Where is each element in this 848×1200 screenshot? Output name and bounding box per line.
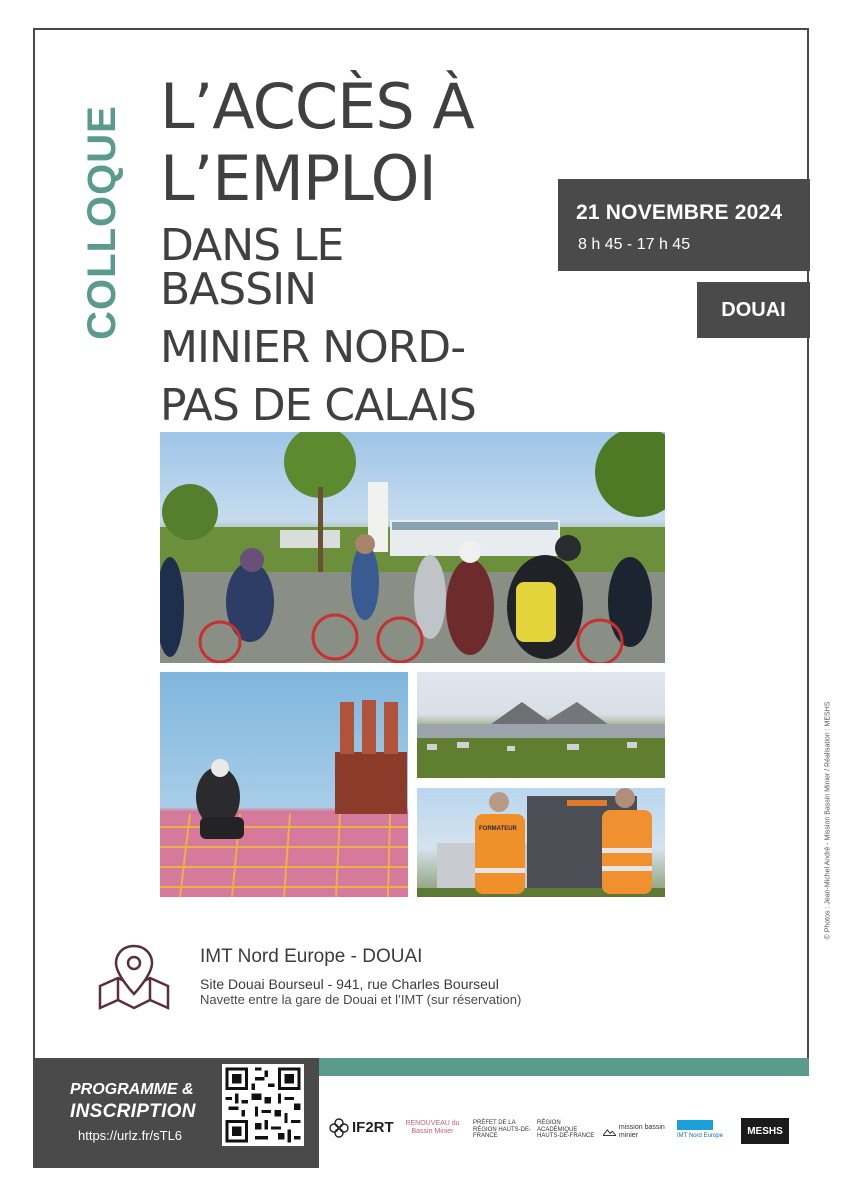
imt-mark-icon <box>677 1120 713 1130</box>
logo-region-academique: RÉGION ACADÉMIQUE HAUTS-DE-FRANCE <box>537 1120 595 1140</box>
city-box <box>697 282 810 338</box>
colloque-label <box>80 100 124 345</box>
logo-imt: IMT Nord Europe <box>677 1120 733 1139</box>
title-line-3: DANS LE BASSIN <box>160 220 344 315</box>
title-line-4: MINIER NORD- <box>160 322 466 373</box>
logo-if2rt: IF2RT <box>329 1118 394 1138</box>
cyclists-in-park-photo <box>160 432 665 663</box>
if2rt-flower-icon <box>329 1118 349 1138</box>
logo-meshs: MESHS <box>741 1118 789 1144</box>
qr-code-icon[interactable] <box>222 1064 304 1146</box>
logo-renouveau: RENOUVEAU du Bassin Minier <box>405 1120 460 1135</box>
location-map-icon <box>96 942 172 1010</box>
photo-credit: © Photos : Jean-Michel André - Mission Bassin Minier / Réalisation : MESHS <box>824 701 832 939</box>
logo-mission-bassin-minier: mission bassin minier <box>603 1124 667 1139</box>
logo-prefet: PRÉFET DE LA RÉGION HAUTS-DE-FRANCE <box>473 1120 532 1140</box>
title-line-1: L’ACCÈS À <box>160 70 474 143</box>
date-box <box>558 179 810 271</box>
venue-shuttle: Navette entre la gare de Douai et l’IMT (sur réservation) <box>200 992 522 1007</box>
mountains-icon <box>603 1127 616 1137</box>
title-line-2: L’EMPLOI <box>160 142 436 215</box>
programme-label: PROGRAMME & <box>70 1081 194 1098</box>
slag-heaps-landscape-photo <box>417 672 665 778</box>
footer-teal-bar <box>319 1058 809 1076</box>
event-date: 21 NOVEMBRE 2024 <box>576 201 783 224</box>
formateur-vest-label: FORMATEUR <box>479 826 517 832</box>
venue-name: IMT Nord Europe - DOUAI <box>200 946 423 967</box>
colloque-text: COLLOQUE <box>79 105 124 340</box>
registration-url[interactable]: https://urlz.fr/sTL6 <box>78 1128 183 1143</box>
partner-logos <box>319 1076 809 1168</box>
event-city: DOUAI <box>721 298 786 321</box>
workers-in-vests-photo <box>417 788 665 897</box>
poster-title <box>160 70 510 442</box>
event-time: 8 h 45 - 17 h 45 <box>578 236 691 253</box>
title-line-5: PAS DE CALAIS <box>160 380 476 431</box>
venue-address: Site Douai Bourseul - 941, rue Charles Bourseul <box>200 976 499 992</box>
roofer-on-roof-photo <box>160 672 408 897</box>
inscription-label: INSCRIPTION <box>70 1101 196 1122</box>
